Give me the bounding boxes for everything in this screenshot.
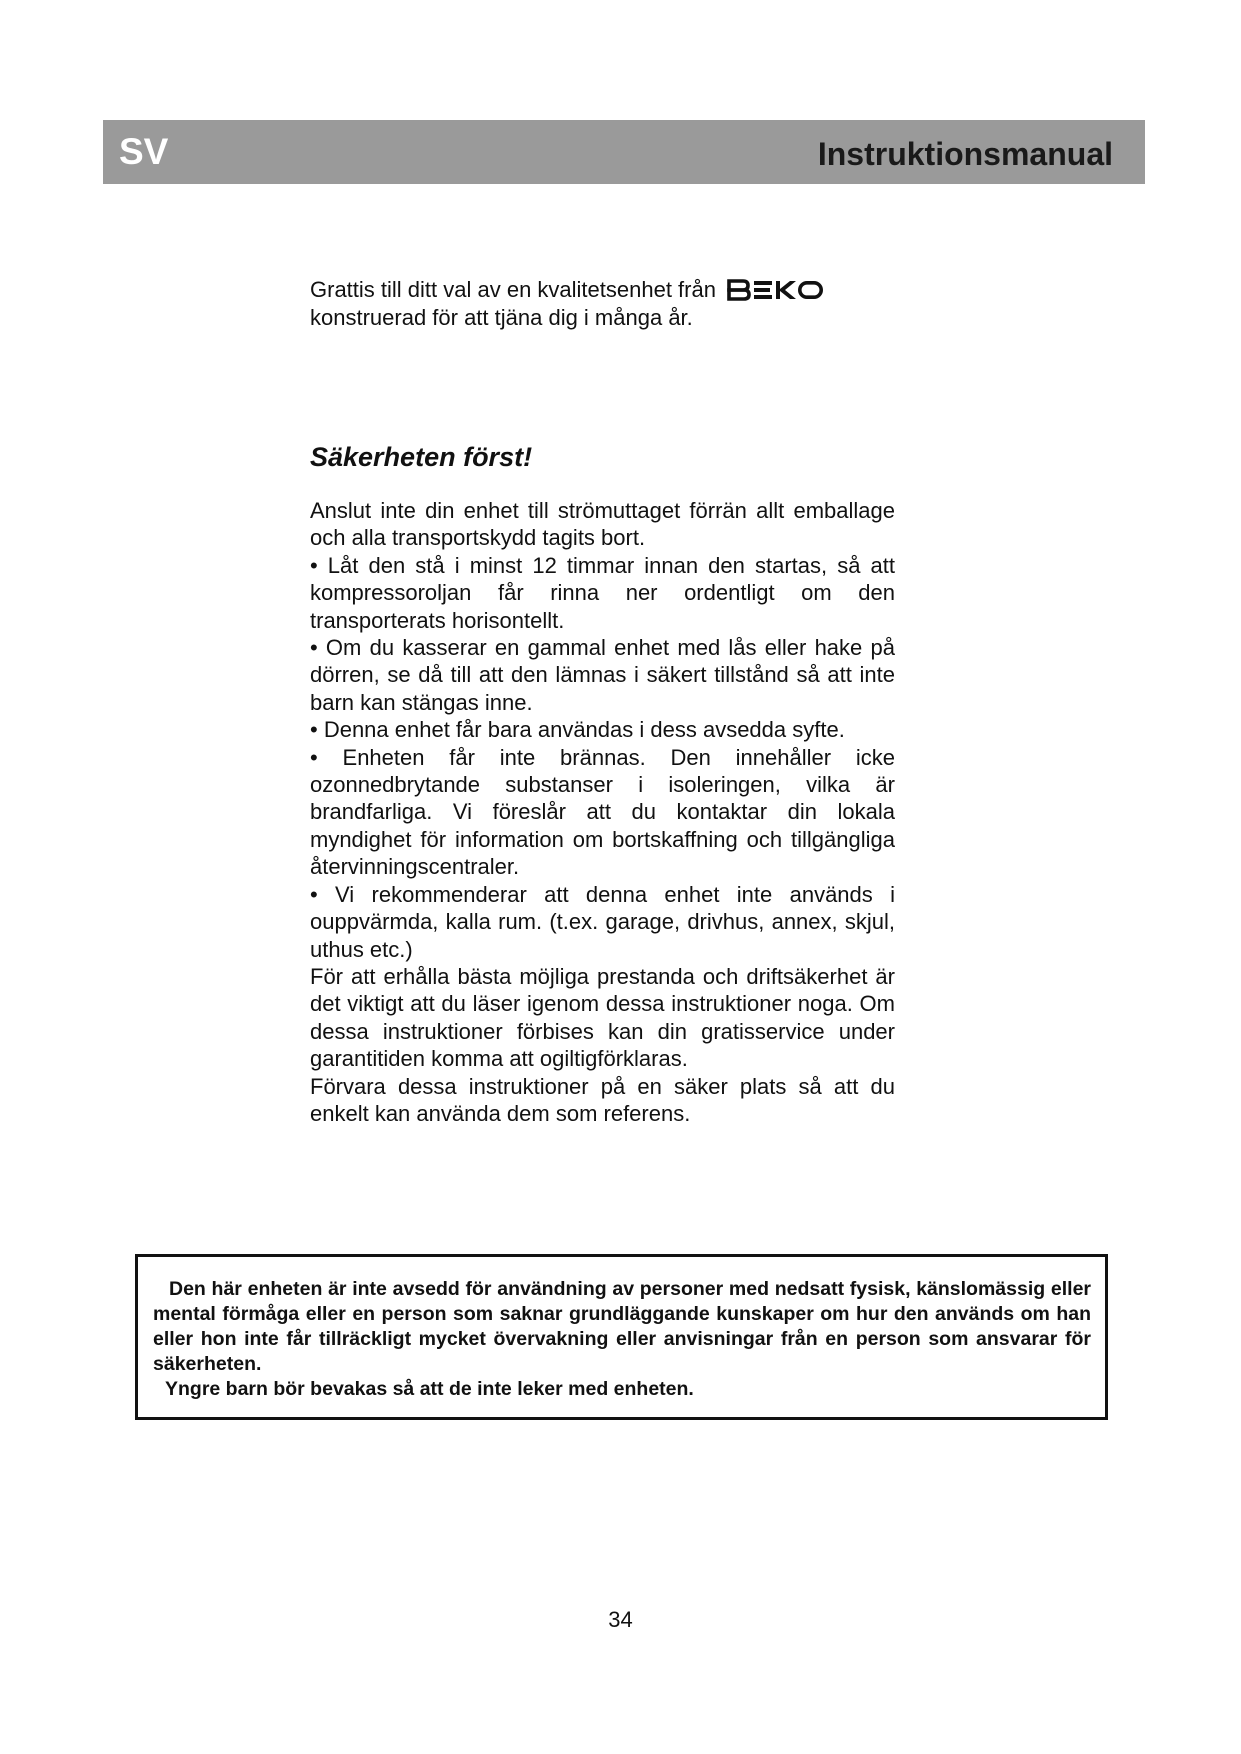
safety-heading: Säkerheten först! bbox=[310, 442, 533, 472]
safety-bullet: • Låt den stå i minst 12 timmar innan den startas, så att kompressoroljan får rinna ner ordentligt om den transporterats horisontellt. bbox=[310, 552, 895, 633]
beko-logo bbox=[726, 279, 824, 301]
document-title: Instruktionsmanual bbox=[817, 136, 1113, 172]
intro-line-2: konstruerad för att tjäna dig i många år. bbox=[310, 305, 693, 330]
safety-bullet: • Vi rekommenderar att denna enhet inte används i ouppvärmda, kalla rum. (t.ex. garage, drivhus, annex, skjul, uthus etc.) bbox=[310, 881, 895, 962]
intro-line-1 bbox=[310, 276, 910, 304]
safety-bullet: • Om du kasserar en gammal enhet med lås eller hake på dörren, se då till att den lämnas i säkert tillstånd så att inte barn kan stängas inne. bbox=[310, 635, 895, 715]
safety-bullet: • Enheten får inte brännas. Den innehåller icke ozonnedbrytande substanser i isoleringen, vilka är brandfarliga. Vi föreslår att du kontaktar din lokala myndighet för information om bortskaffning och tillgängliga återvinningscentraler. bbox=[310, 744, 895, 880]
notice-text bbox=[153, 1277, 1091, 1402]
notice-paragraph-2: Yngre barn bör bevakas så att de inte leker med enheten. bbox=[165, 1378, 694, 1400]
language-code: SV bbox=[119, 131, 169, 172]
header-bar bbox=[103, 120, 1145, 184]
intro-text bbox=[310, 276, 910, 332]
safety-bullet: • Denna enhet får bara användas i dess avsedda syfte. bbox=[310, 717, 845, 743]
notice-box bbox=[135, 1254, 1108, 1420]
safety-paragraph: Anslut inte din enhet till strömuttaget förrän allt emballage och alla transportskydd tagits bort. bbox=[310, 498, 895, 551]
intro-line-1-text: Grattis till ditt val av en kvalitetsenhet från bbox=[310, 277, 716, 302]
page-number: 34 bbox=[608, 1607, 633, 1632]
safety-paragraph: Förvara dessa instruktioner på en säker plats så att du enkelt kan använda dem som referens. bbox=[310, 1073, 895, 1126]
notice-paragraph-1: Den här enheten är inte avsedd för användning av personer med nedsatt fysisk, känslomässig eller mental förmåga eller en person som saknar grundläggande kunskaper om hur den används om han eller hon inte får tillräckligt mycket övervakning eller anvisningar från en person som ansvarar för säkerheten. bbox=[153, 1278, 1091, 1375]
safety-paragraph: För att erhålla bästa möjliga prestanda och driftsäkerhet är det viktigt att du läser igenom dessa instruktioner noga. Om dessa instruktioner förbises kan din gratisservice under garantitiden komma att ogiltigförklaras. bbox=[310, 963, 895, 1072]
safety-body bbox=[310, 497, 895, 1127]
